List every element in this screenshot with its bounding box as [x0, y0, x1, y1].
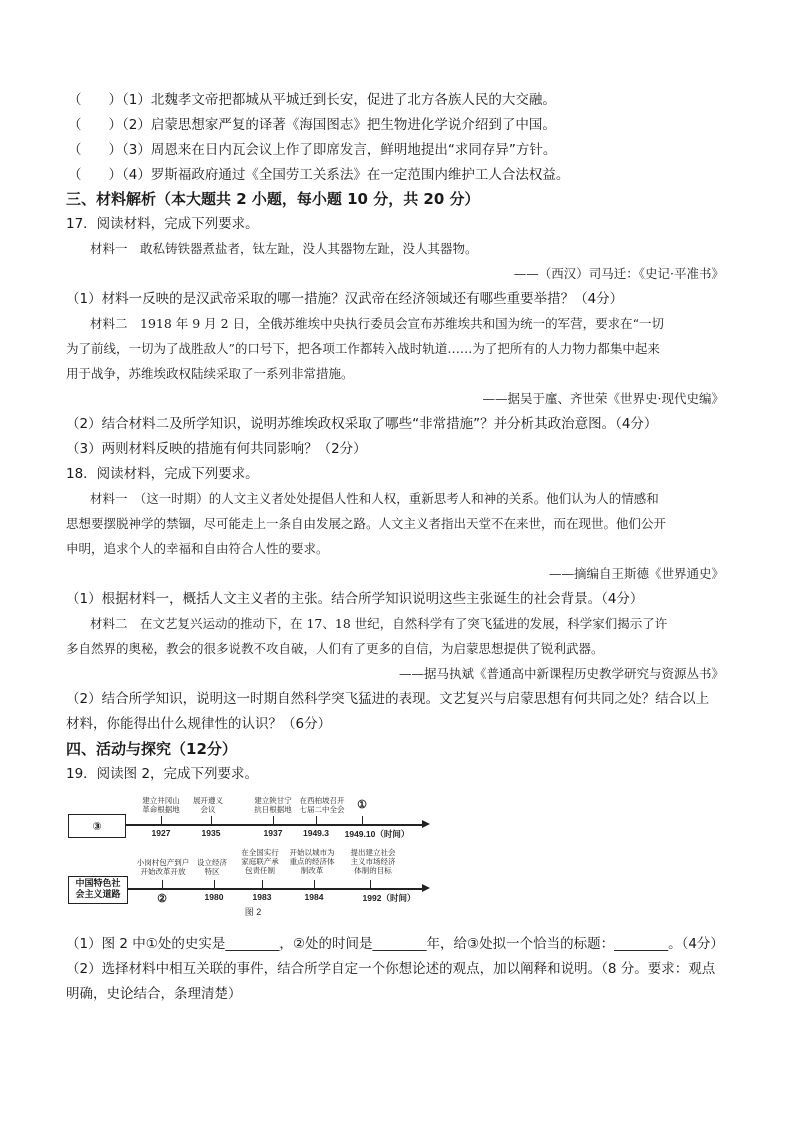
tick: [370, 880, 371, 888]
timeline-2-event-xiaogang: 小岗村包产到户 开始改革开放: [136, 858, 190, 876]
q17-material-2-source: ——据吴于廑、齐世荣《世界史·现代史编》: [482, 391, 724, 406]
q18-material-2-line-2: 多自然界的奥秘，教会的很多说教不攻自破，人们有了更多的自信，为启蒙思想提供了锐利武器。: [66, 641, 604, 656]
q17-subquestion-2: （2）结合材料二及所学知识，说明苏维埃政权采取了哪些“非常措施”？并分析其政治意图。（4分）: [66, 416, 658, 432]
section-4-title: 四、活动与探究（12分）: [66, 740, 237, 758]
q18-subquestion-1: （1）根据材料一，概括人文主义者的主张。结合所学知识说明这些主张诞生的社会背景。（4分）: [66, 591, 644, 607]
answer-parenthesis[interactable]: （ ）: [68, 142, 122, 158]
answer-parenthesis[interactable]: （ ）: [68, 117, 122, 133]
tick: [273, 816, 274, 824]
q19-stem: 19．阅读图 2，完成下列要求。: [66, 766, 259, 782]
judgment-item-2: [68, 116, 556, 134]
timeline-1-year-1937: 1937: [263, 828, 283, 838]
judgment-text: （1）北魏孝文帝把都城从平城迁到长安，促进了北方各族人民的大交融。: [122, 92, 556, 108]
q18-subquestion-2-line-1: （2）结合所学知识，说明这一时期自然科学突飞猛进的表现。文艺复兴与启蒙思想有何共同之处？结合以上: [66, 691, 710, 707]
timeline-2-year-1980: 1980: [204, 892, 224, 902]
q19-subquestion-2-line-1: （2）选择材料中相互关联的事件，结合所学自定一个你想论述的观点，加以阐释和说明。（8 分。要求：观点: [66, 961, 716, 977]
timeline-2-event-1984: 开始以城市为 重点的经济体 制改革: [289, 848, 335, 875]
judgment-item-1: [68, 91, 556, 109]
timeline-2-title-box: 中国特色社 会主义道路: [68, 876, 128, 904]
tick: [214, 880, 215, 888]
tick: [362, 816, 363, 824]
section-3-title: 三、材料解析（本大题共 2 小题，每小题 10 分，共 20 分）: [66, 190, 480, 208]
timeline-2-event-1992: 提出建立社会 主义市场经济 体制的目标: [350, 848, 396, 875]
q18-material-1-line-2: 思想要摆脱神学的禁锢，尽可能走上一条自由发展之路。人文主义者指出天堂不在来世，而在现世。他们公开: [66, 516, 667, 531]
judgment-item-4: [68, 166, 569, 184]
q17-material-2-line-2: 为了前线，一切为了战胜敌人”的口号下，把各项工作都转入战时轨道……为了把所有的人力物力都集中起来: [66, 341, 660, 356]
judgment-text: （2）启蒙思想家严复的译著《海国图志》把生物进化学说介绍到了中国。: [122, 117, 556, 133]
tick: [161, 816, 162, 824]
timeline-2-year-1983: 1983: [252, 892, 272, 902]
q19-subquestion-2-line-2: 明确，史论结合，条理清楚）: [66, 986, 242, 1002]
timeline-2-axis: [128, 888, 426, 890]
q17-subquestion-3: （3）两则材料反映的措施有何共同影响？（2分）: [66, 441, 367, 457]
timeline-2-arrow-icon: [422, 884, 430, 892]
q18-subquestion-2-line-2: 材料，你能得出什么规律性的认识？（6分）: [66, 716, 332, 732]
timeline-1-year-1927: 1927: [151, 828, 171, 838]
q18-material-1-source: ——摘编自王斯德《世界通史》: [548, 566, 724, 581]
judgment-text: （4）罗斯福政府通过《全国劳工关系法》在一定范围内维护工人合法权益。: [122, 167, 570, 183]
q17-subquestion-1: （1）材料一反映的是汉武帝采取的哪一措施？汉武帝在经济领域还有哪些重要举措？（4分）: [66, 291, 624, 307]
q18-material-1-line-3: 申明，追求个人的幸福和自由符合人性的要求。: [66, 541, 329, 556]
answer-parenthesis[interactable]: （ ）: [68, 167, 122, 183]
timeline-2-event-1980: 设立经济 特区: [197, 858, 227, 876]
timeline-1-year-1949-3: 1949.3: [303, 828, 329, 838]
timeline-1-arrow-icon: [422, 820, 430, 828]
timeline-2-blank-2[interactable]: ②: [157, 893, 167, 905]
timeline-1-blank-1[interactable]: ①: [357, 799, 367, 811]
q17-stem: 17．阅读材料，完成下列要求。: [66, 216, 259, 232]
tick: [262, 880, 263, 888]
tick: [211, 816, 212, 824]
timeline-1-title-box[interactable]: ③: [68, 814, 126, 838]
answer-parenthesis[interactable]: （ ）: [68, 92, 122, 108]
timeline-2-year-1992: 1992（时间）: [362, 893, 416, 903]
figure-caption: 图 2: [244, 907, 262, 917]
timeline-1-year-1949-10: 1949.10（时间）: [344, 829, 410, 839]
q19-subquestion-1: （1）图 2 中①处的史实是________，②处的时间是________年，给③处拟一个恰当的标题：________。（4分）: [66, 936, 724, 952]
timeline-2-year-1984: 1984: [304, 892, 324, 902]
q17-material-1: 材料一 敢私铸铁器煮盐者，钛左趾，没人其器物左趾，没人其器物。: [90, 241, 478, 256]
q18-stem: 18．阅读材料，完成下列要求。: [66, 466, 259, 482]
tick: [162, 880, 163, 888]
tick: [314, 880, 315, 888]
timeline-1-event-1935: 展开遵义 会议: [193, 796, 223, 814]
timeline-1-year-1935: 1935: [201, 828, 221, 838]
q18-material-2-line-1: 材料二 在文艺复兴运动的推动下，在 17、18 世纪，自然科学有了突飞猛进的发展，科学家们揭示了许: [90, 616, 668, 631]
q18-material-2-source: ——据马执斌《普通高中新课程历史教学研究与资源丛书》: [398, 666, 724, 681]
q17-material-2-line-3: 用于战争，苏维埃政权陆续采取了一系列非常措施。: [66, 366, 354, 381]
q17-material-2-line-1: 材料二 1918 年 9 月 2 日，全俄苏维埃中央执行委员会宣布苏维埃共和国为统一的军营，要求在“一切: [90, 316, 664, 331]
figure-2-timeline: [66, 790, 446, 925]
timeline-1-event-1937: 建立陕甘宁 抗日根据地: [254, 796, 292, 814]
judgment-item-3: [68, 141, 556, 159]
timeline-1-axis: [126, 824, 426, 826]
q18-material-1-line-1: 材料一 （这一时期）的人文主义者处处提倡人性和人权，重新思考人和神的关系。他们认为人的情感和: [90, 491, 659, 506]
timeline-2-event-1983: 在全国实行 家庭联产承 包责任制: [241, 848, 279, 875]
timeline-1-event-1949-3: 在西柏坡召开 七届二中全会: [299, 796, 345, 814]
q17-material-1-source: ——（西汉）司马迁：《史记·平准书》: [513, 266, 724, 281]
timeline-1-event-1927: 建立井冈山 革命根据地: [142, 796, 180, 814]
judgment-text: （3）周恩来在日内瓦会议上作了即席发言，鲜明地提出“求同存异”方针。: [122, 142, 557, 158]
tick: [316, 816, 317, 824]
